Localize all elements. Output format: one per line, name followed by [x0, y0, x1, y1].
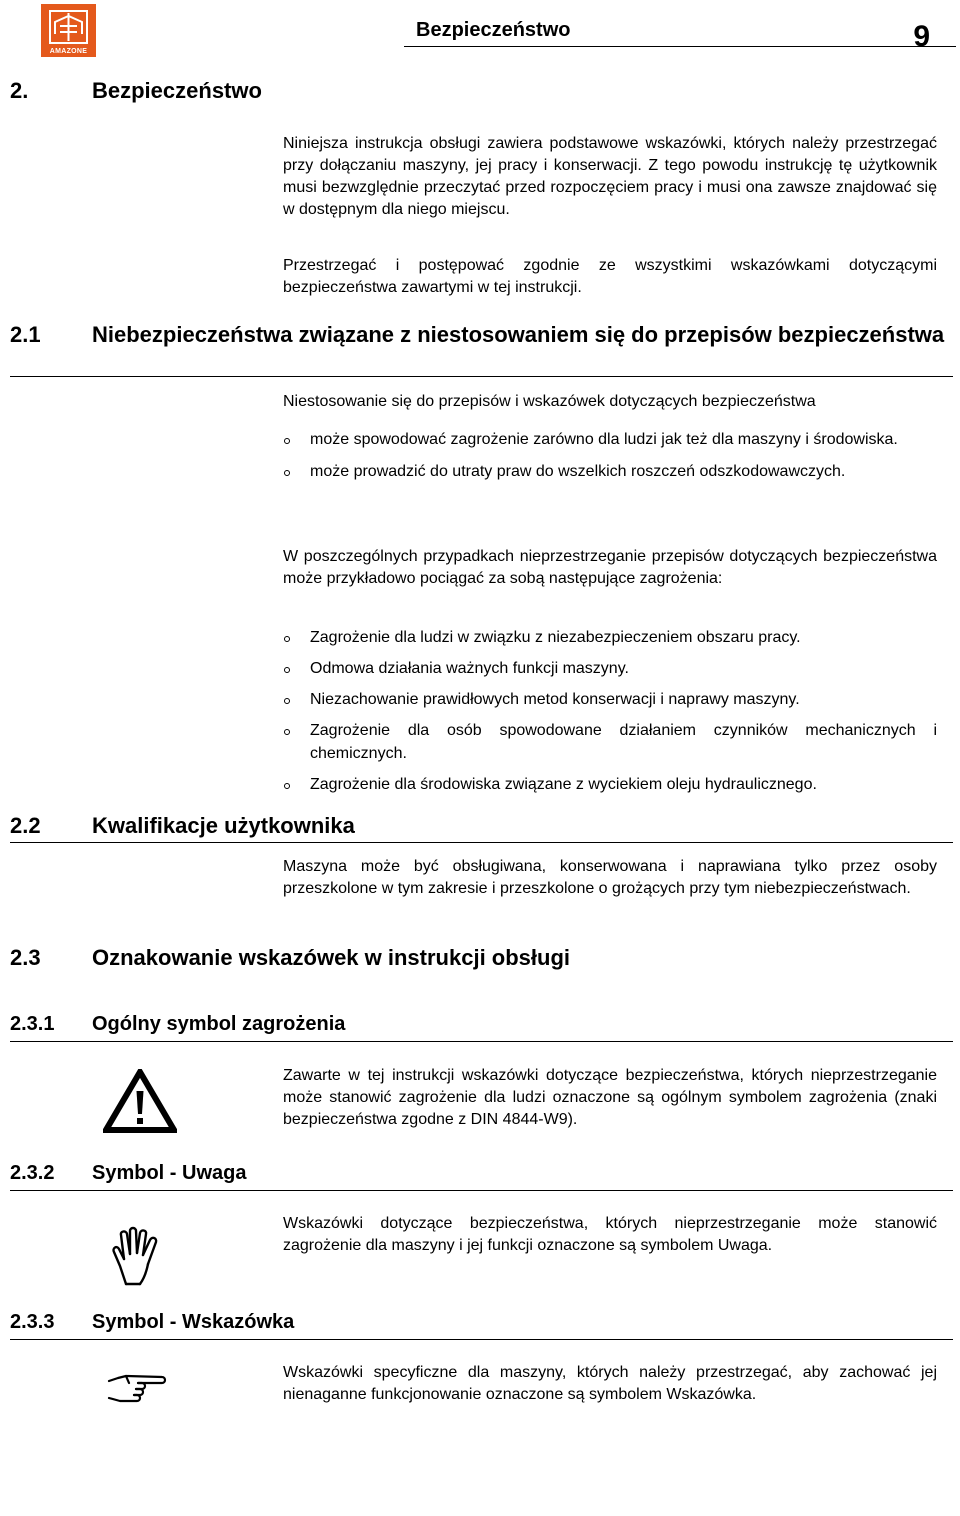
paragraph: Wskazówki specyficzne dla maszyny, których należy przestrzegać, aby zachować jej nienaganne funkcjonowanie oznaczone są symbolem Wskazówka. [283, 1364, 937, 1403]
paragraph: Wskazówki dotyczące bezpieczeństwa, których nieprzestrzeganie może stanowić zagrożenie dla maszyny i jej funkcji oznaczone są symbolem Uwaga. [283, 1215, 937, 1254]
list-item [283, 658, 937, 681]
heading-2-1 [10, 321, 950, 348]
heading-number: 2.3.2 [10, 1162, 55, 1184]
list-item [283, 774, 937, 797]
paragraph: Przestrzegać i postępować zgodnie ze wszystkimi wskazówkami dotyczącymi bezpieczeństwa zawartymi w tej instrukcji. [283, 257, 937, 296]
section-divider [10, 1190, 953, 1191]
heading-title: Bezpieczeństwo [92, 78, 262, 103]
bullet-icon [284, 636, 290, 642]
section-divider [10, 1041, 953, 1042]
heading-number: 2.3.1 [10, 1013, 55, 1035]
list-item-text: Zagrożenie dla ludzi w związku z niezabezpieczeniem obszaru pracy. [310, 629, 801, 646]
bullet-icon [284, 667, 290, 673]
pointing-hand-icon [106, 1372, 168, 1411]
heading-title: Kwalifikacje użytkownika [92, 813, 355, 838]
paragraph: Niestosowanie się do przepisów i wskazówek dotyczących bezpieczeństwa [283, 393, 816, 410]
list-item-text: Niezachowanie prawidłowych metod konserwacji i naprawy maszyny. [310, 691, 800, 708]
list-item-text: Odmowa działania ważnych funkcji maszyny. [310, 660, 629, 677]
section-divider [10, 376, 953, 377]
heading-2-3-2 [10, 1160, 510, 1186]
heading-number: 2.2 [10, 813, 41, 838]
paragraph: Maszyna może być obsługiwana, konserwowana i naprawiana tylko przez osoby przeszkolone w tym zakresie i przeszkolone o grożących przy tym niebezpieczeństwach. [283, 858, 937, 897]
logo-wordmark: AMAZONE [49, 48, 88, 55]
heading-2-2 [10, 812, 410, 839]
heading-title: Ogólny symbol zagrożenia [92, 1013, 346, 1035]
paragraph: Zawarte w tej instrukcji wskazówki dotyczące bezpieczeństwa, których nieprzestrzeganie może stanowić zagrożenie dla ludzi oznaczone są ogólnym symbolem zagrożenia (znaki bezpieczeństwa zgodne z DIN 4844-W9). [283, 1067, 937, 1128]
paragraph: Niniejsza instrukcja obsługi zawiera podstawowe wskazówki, których należy przestrzegać przy dołączaniu maszyny, jej pracy i konserwacji. Z tego powodu instrukcję tę użytkownik musi bezwzględnie przeczytać przed rozpoczęciem pracy i musi ona zawsze znajdować się w dostępnym dla niego miejscu. [283, 135, 937, 218]
amazone-logo-icon [41, 4, 96, 57]
raised-hand-icon [110, 1226, 166, 1293]
list-item-text: może spowodować zagrożenie zarówno dla ludzi jak też dla maszyny i środowiska. [310, 431, 898, 448]
list-item [283, 461, 937, 484]
list-item [283, 627, 937, 650]
heading-title: Symbol - Wskazówka [92, 1311, 295, 1333]
list-item [283, 720, 937, 765]
header-divider [404, 46, 956, 47]
list-item-text: może prowadzić do utraty praw do wszelkich roszczeń odszkodowawczych. [310, 462, 846, 480]
warning-triangle-icon [103, 1069, 177, 1138]
bullet-icon [284, 698, 290, 704]
paragraph: W poszczególnych przypadkach nieprzestrzeganie przepisów dotyczących bezpieczeństwa może przykładowo pociągać za sobą następujące zagrożenia: [283, 548, 937, 587]
section-divider [10, 842, 953, 843]
bullet-list [283, 429, 937, 483]
bullet-icon [284, 470, 290, 476]
list-item-text: Zagrożenie dla osób spowodowane działaniem czynników mechanicznych i chemicznych. [310, 722, 937, 762]
bullet-icon [284, 783, 290, 789]
bullet-list [283, 627, 937, 796]
heading-2-3 [10, 944, 710, 971]
list-item [283, 689, 937, 712]
running-header-title: Bezpieczeństwo [416, 19, 571, 41]
heading-title: Symbol - Uwaga [92, 1162, 247, 1184]
heading-title: Oznakowanie wskazówek w instrukcji obsługi [92, 945, 571, 970]
heading-2-3-1 [10, 1011, 510, 1037]
bullet-icon [284, 729, 290, 735]
heading-number: 2.3 [10, 945, 41, 970]
heading-2 [10, 77, 410, 104]
bullet-icon [284, 438, 290, 444]
section-divider [10, 1339, 953, 1340]
heading-title: Niebezpieczeństwa związane z niestosowaniem się do przepisów bezpieczeństwa [92, 322, 945, 347]
list-item [283, 429, 937, 452]
heading-number: 2. [10, 78, 29, 103]
heading-number: 2.3.3 [10, 1311, 55, 1333]
list-item-text: Zagrożenie dla środowiska związane z wyciekiem oleju hydraulicznego. [310, 775, 817, 793]
page-number: 9 [913, 20, 930, 53]
heading-2-3-3 [10, 1309, 510, 1335]
heading-number: 2.1 [10, 322, 41, 347]
